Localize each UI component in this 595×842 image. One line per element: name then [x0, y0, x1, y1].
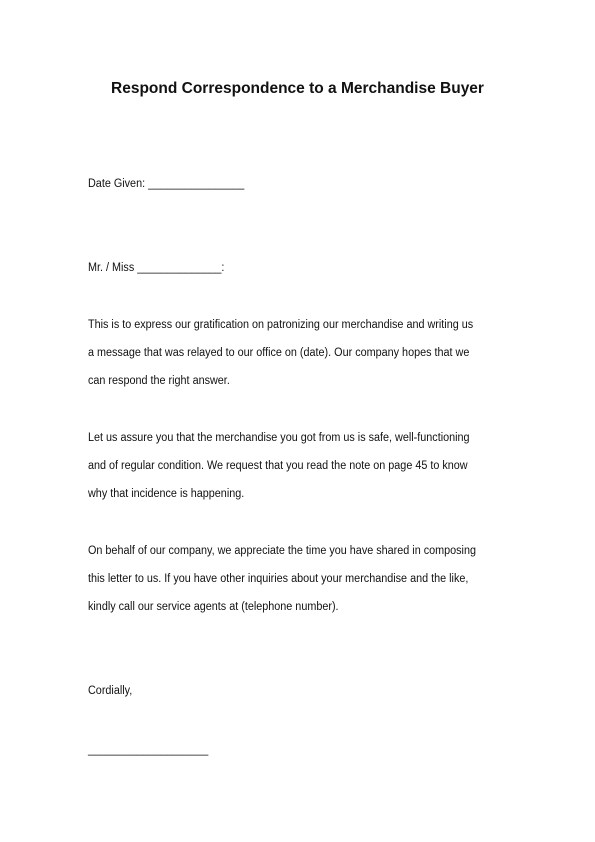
paragraph-line: kindly call our service agents at (telephone number). — [88, 601, 339, 613]
paragraph-line: this letter to us. If you have other inquiries about your merchandise and the like, — [88, 573, 469, 585]
paragraph-gratitude — [88, 319, 558, 403]
paragraph-assurance — [88, 432, 558, 516]
paragraph-line: can respond the right answer. — [88, 375, 230, 387]
paragraph-line: Let us assure you that the merchandise you got from us is safe, well-functioning — [88, 432, 470, 444]
paragraph-line: and of regular condition. We request that you read the note on page 45 to know — [88, 460, 468, 472]
document-title: Respond Correspondence to a Merchandise Buyer — [111, 80, 484, 97]
salutation-line: Mr. / Miss ______________: — [88, 262, 225, 274]
paragraph-line: why that incidence is happening. — [88, 488, 245, 500]
paragraph-line: a message that was relayed to our office on (date). Our company hopes that we — [88, 347, 470, 359]
closing-text: Cordially, — [88, 685, 133, 697]
paragraph-line: This is to express our gratification on patronizing our merchandise and writing us — [88, 319, 474, 331]
paragraph-appreciation — [88, 545, 558, 629]
paragraph-line: On behalf of our company, we appreciate the time you have shared in composing — [88, 545, 476, 557]
date-line: Date Given: ________________ — [88, 178, 245, 190]
signature-line: ____________________ — [88, 744, 209, 756]
